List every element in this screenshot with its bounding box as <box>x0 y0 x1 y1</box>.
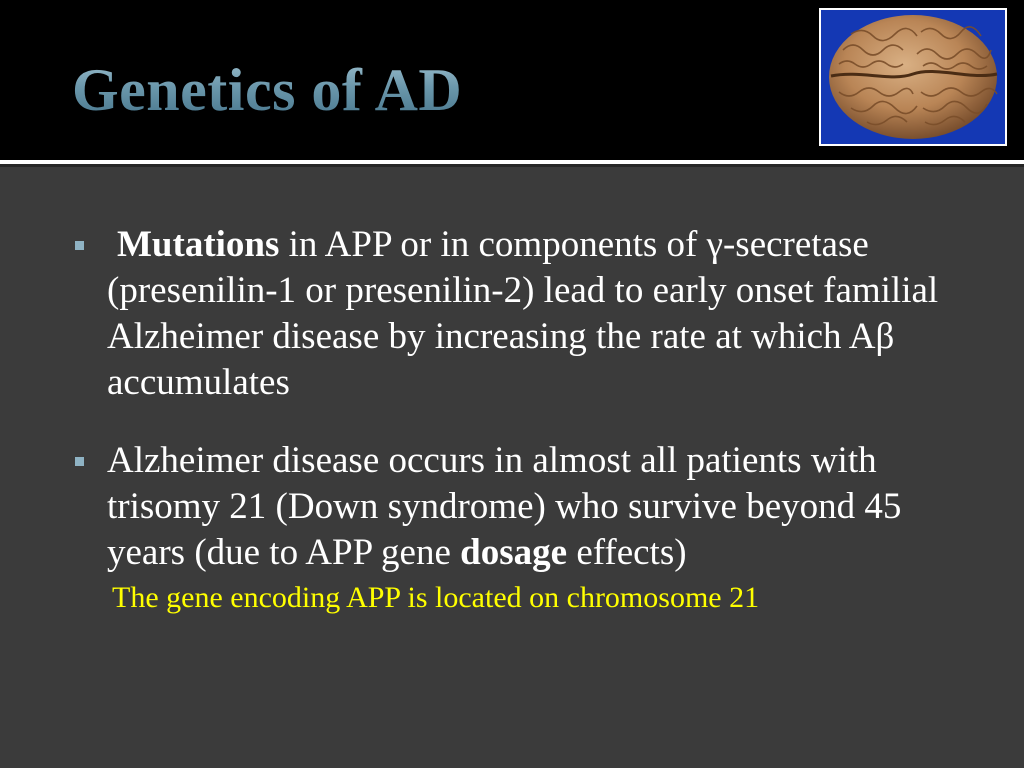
brain-image <box>819 8 1007 146</box>
slide-title: Genetics of AD <box>72 52 462 128</box>
highlight-note: The gene encoding APP is located on chromosome 21 <box>112 581 760 614</box>
title-divider-shadow <box>0 164 1024 167</box>
bullet-item <box>72 438 972 576</box>
brain-photo-icon <box>821 10 1005 144</box>
slide-body <box>72 222 972 616</box>
bullet-text: in APP or in components of γ-secretase (presenilin-1 or presenilin-2) lead to early onset familial Alzheimer disease by increasing the rate at which Aβ accumulates <box>107 224 939 403</box>
bullet-marker-icon <box>75 457 84 466</box>
bullet-text: Alzheimer disease occurs in almost all patients with trisomy 21 (Down syndrome) who survive beyond 45 years (due to APP gene <box>107 440 902 573</box>
bullet-marker-icon <box>75 241 84 250</box>
bullet-bold-word: dosage <box>460 532 568 573</box>
bullet-item <box>72 222 972 406</box>
bullet-bold-lead: Mutations <box>117 224 280 265</box>
title-bar <box>0 0 1024 160</box>
bullet-text-tail: effects) <box>567 532 687 573</box>
